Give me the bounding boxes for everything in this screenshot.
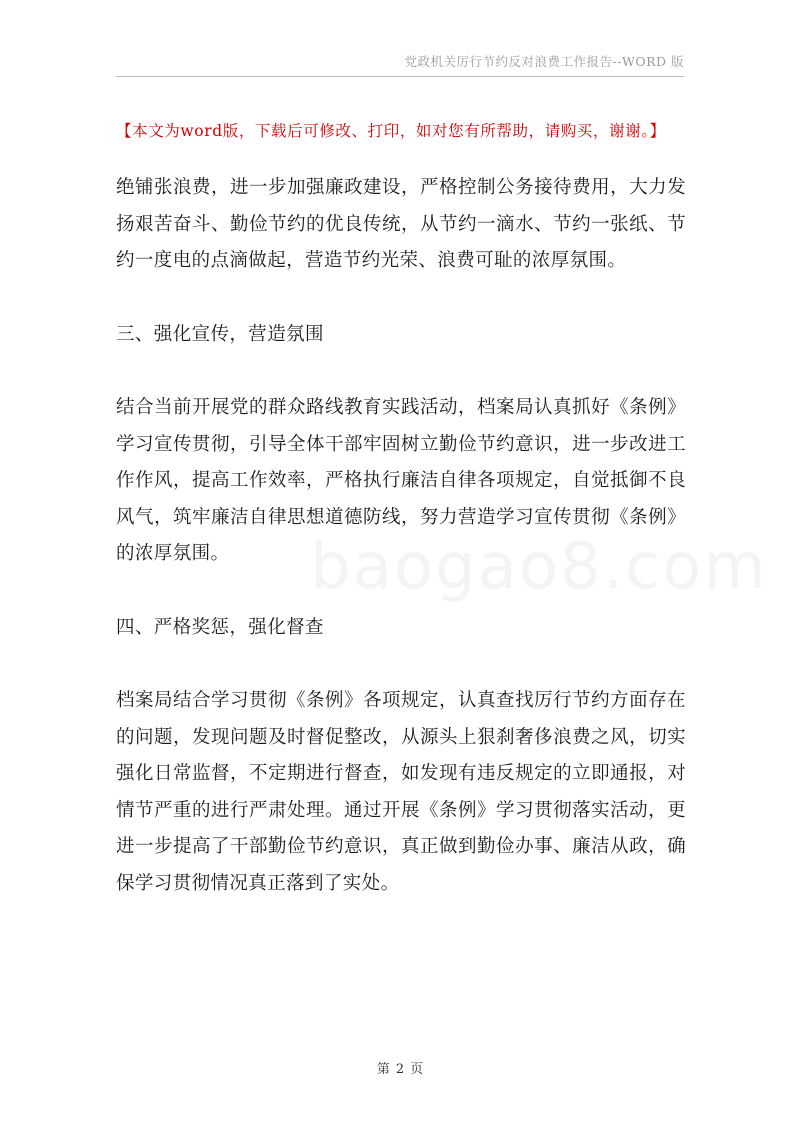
document-body xyxy=(116,170,686,902)
page-number: 2 xyxy=(395,1062,405,1077)
footer-suffix: 页 xyxy=(410,1062,424,1077)
paragraph-continuation: 绝铺张浪费，进一步加强廉政建设，严格控制公务接待费用，大力发扬艰苦奋斗、勤俭节约的优良传统，从节约一滴水、节约一张纸、节约一度电的点滴做起，营造节约光荣、浪费可耻的浓厚氛围。 xyxy=(116,177,686,271)
watermark-text: baogao8.com xyxy=(310,530,768,604)
section-heading-3: 三、强化宣传，营造氛围 xyxy=(116,323,324,345)
header-divider xyxy=(116,76,684,77)
footer-prefix: 第 xyxy=(376,1062,390,1077)
page-footer xyxy=(0,1058,800,1077)
paragraph-supervision: 档案局结合学习贯彻《条例》各项规定，认真查找厉行节约方面存在的问题，发现问题及时督促整改，从源头上狠刹奢侈浪费之风，切实强化日常监督，不定期进行督查，如发现有违反规定的立即通报，对情节严重的进行严肃处理。通过开展《条例》学习贯彻落实活动，更进一步提高了干部勤俭节约意识，真正做到勤俭办事、廉洁从政，确保学习贯彻情况真正落到了实处。 xyxy=(116,690,686,894)
page-header-title: 党政机关厉行节约反对浪费工作报告--WORD 版 xyxy=(404,54,684,69)
paragraph-publicity: 结合当前开展党的群众路线教育实践活动，档案局认真抓好《条例》学习宣传贯彻，引导全体干部牢固树立勤俭节约意识，进一步改进工作作风，提高工作效率，严格执行廉洁自律各项规定，自觉抵御不良风气，筑牢廉洁自律思想道德防线，努力营造学习宣传贯彻《条例》的浓厚氛围。 xyxy=(116,397,686,564)
purchase-notice: 【本文为word版，下载后可修改、打印，如对您有所帮助，请购买，谢谢。】 xyxy=(116,122,666,140)
section-heading-4: 四、严格奖惩，强化督查 xyxy=(116,616,324,638)
